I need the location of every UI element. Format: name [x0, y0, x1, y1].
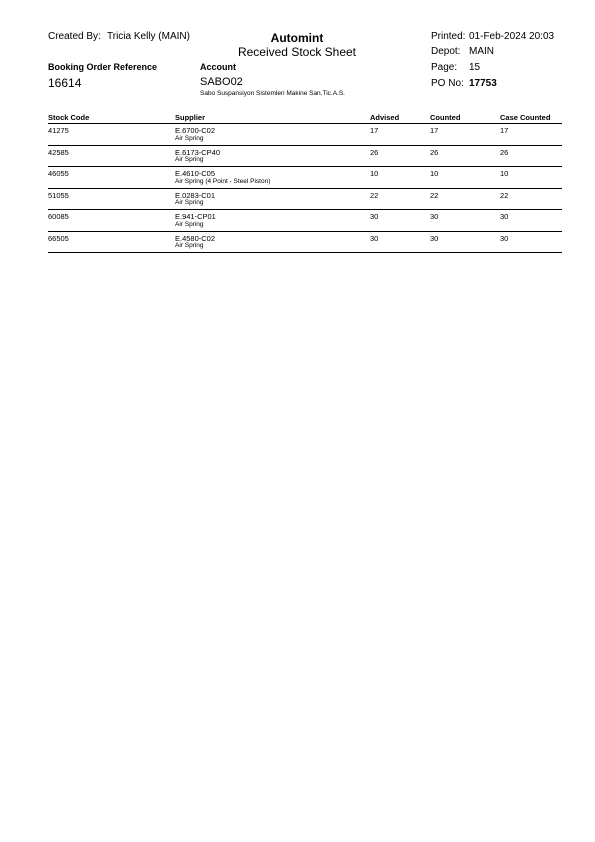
cell-advised: 22 — [370, 190, 379, 200]
created-by-value: Tricia Kelly (MAIN) — [107, 31, 190, 42]
po-value: 17753 — [469, 78, 497, 89]
depot-label: Depot: — [431, 46, 461, 57]
cell-counted: 10 — [430, 169, 439, 178]
cell-description: Air Spring — [175, 134, 204, 142]
cell-stock-code: 51055 — [48, 190, 69, 200]
cell-case-counted: 22 — [500, 190, 509, 200]
account-name: Sabo Suspansiyon Sistemleri Makine San.Tic.A.S. — [200, 90, 345, 97]
created-by-label: Created By: — [48, 31, 101, 42]
cell-supplier: E.4610-C05 — [175, 169, 216, 178]
col-header-supplier: Supplier — [175, 113, 206, 122]
cell-supplier: E.6700-C02 — [175, 126, 216, 135]
cell-advised: 17 — [370, 126, 379, 135]
cell-case-counted: 30 — [500, 233, 509, 243]
table-header — [48, 113, 562, 124]
cell-counted: 30 — [430, 233, 439, 243]
printed-value: 01-Feb-2024 20:03 — [469, 31, 555, 42]
cell-description: Air Spring — [175, 156, 204, 163]
cell-counted: 30 — [430, 212, 439, 221]
cell-description: Air Spring (4 Point - Steel Piston) — [175, 177, 271, 185]
cell-advised: 26 — [370, 147, 379, 157]
cell-supplier: E.6173-CP40 — [175, 147, 221, 157]
company-name: Automint — [270, 31, 324, 45]
col-header-counted: Counted — [430, 113, 461, 122]
col-header-case-counted: Case Counted — [500, 113, 551, 122]
table-row — [48, 124, 562, 146]
cell-description: Air Spring — [175, 220, 204, 228]
cell-case-counted: 17 — [500, 126, 509, 135]
cell-counted: 22 — [430, 190, 439, 200]
stock-lines-table — [48, 113, 562, 253]
cell-advised: 30 — [370, 233, 379, 243]
booking-ref-label: Booking Order Reference — [48, 62, 158, 72]
booking-ref-value: 16614 — [48, 76, 82, 90]
account-code: SABO02 — [200, 76, 243, 88]
cell-advised: 30 — [370, 212, 379, 221]
table-row — [48, 167, 562, 189]
table-row — [48, 232, 562, 254]
depot-value: MAIN — [469, 46, 494, 57]
cell-supplier: E.4580-C02 — [175, 233, 216, 243]
cell-counted: 17 — [430, 126, 439, 135]
col-header-stock-code: Stock Code — [48, 113, 90, 122]
cell-advised: 10 — [370, 169, 379, 178]
table-row — [48, 210, 562, 232]
cell-case-counted: 30 — [500, 212, 509, 221]
cell-stock-code: 41275 — [48, 126, 69, 135]
cell-description: Air Spring — [175, 199, 204, 206]
cell-stock-code: 46055 — [48, 169, 69, 178]
table-row — [48, 189, 562, 211]
page-value: 15 — [469, 62, 481, 73]
cell-stock-code: 42585 — [48, 147, 69, 157]
page-label: Page: — [431, 62, 458, 73]
table-row — [48, 146, 562, 168]
po-label: PO No: — [431, 78, 464, 89]
cell-counted: 26 — [430, 147, 439, 157]
cell-description: Air Spring — [175, 242, 204, 249]
cell-case-counted: 26 — [500, 147, 509, 157]
account-label: Account — [200, 62, 236, 72]
cell-supplier: E.941-CP01 — [175, 212, 216, 221]
cell-supplier: E.0283-C01 — [175, 190, 216, 200]
cell-stock-code: 66505 — [48, 233, 69, 243]
col-header-advised: Advised — [370, 113, 400, 122]
printed-label: Printed: — [431, 31, 466, 42]
document-title: Received Stock Sheet — [237, 45, 357, 59]
cell-case-counted: 10 — [500, 169, 509, 178]
cell-stock-code: 60085 — [48, 212, 69, 221]
